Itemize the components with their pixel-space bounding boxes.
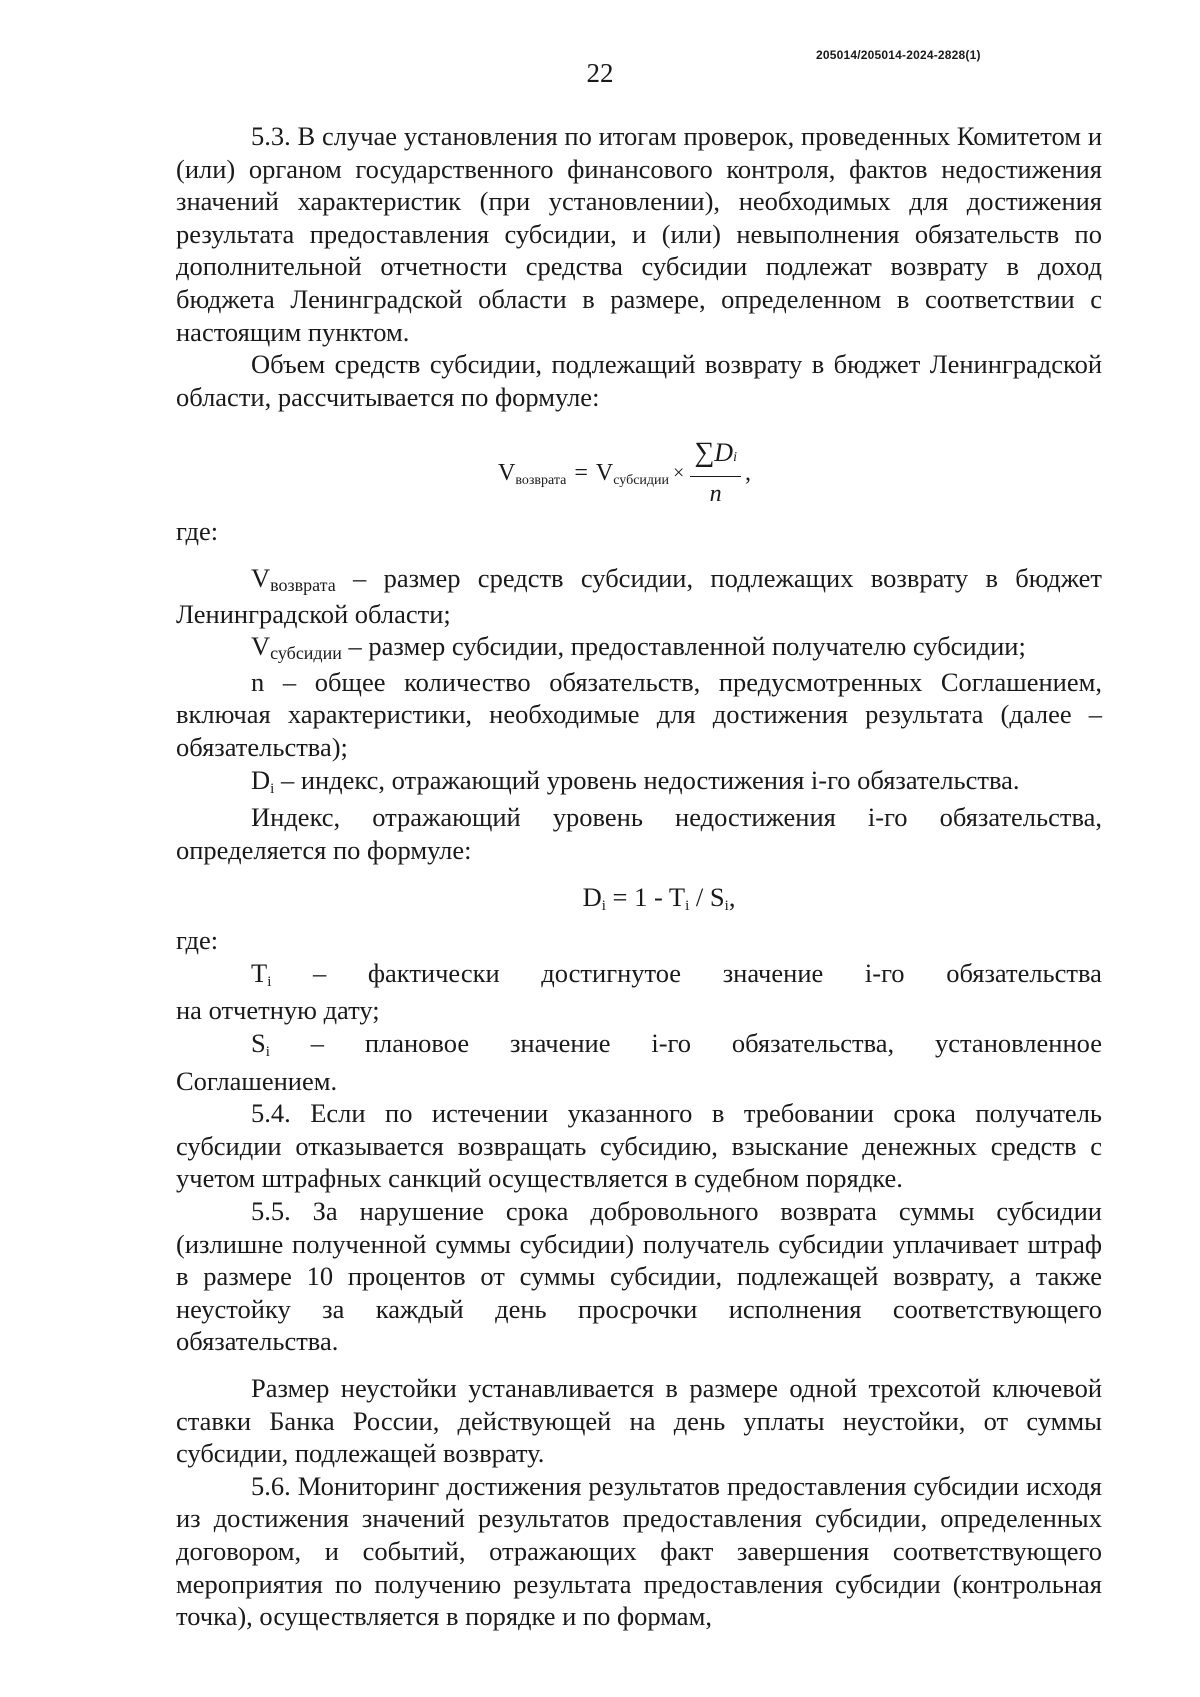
formula-return-volume	[176, 421, 1102, 511]
definition-v-subsidy: Vсубсидии – размер субсидии, предоставленной получателю субсидии;	[251, 631, 1026, 664]
formula-fraction	[690, 435, 741, 511]
formula-num: D	[714, 438, 734, 468]
paragraph-index: Индекс, отражающий уровень недостижения i-го обязательства, определяется по формуле:	[176, 802, 1102, 865]
definition-di: Di – индекс, отражающий уровень недостижения i-го обязательства.	[251, 764, 1020, 797]
formula-comma: ,	[744, 460, 751, 487]
definition-n: n – общее количество обязательств, предусмотренных Соглашением, включая характеристики, необходимые для достижения результата (далее – обязательства);	[176, 666, 1102, 762]
paragraph-penalty: Размер неустойки устанавливается в размере одной трехсотой ключевой ставки Банка России, действующей на день уплаты неустойки, от суммы субсидии, подлежащей возврату.	[176, 1373, 1102, 1469]
paragraph-5-3: 5.3. В случае установления по итогам проверок, проведенных Комитетом и (или) органом государственного финансового контроля, фактов недостижения значений характеристик (при установлении), необходимых для достижения результата предоставления субсидии, и (или) невыполнения обязательств по дополнительной отчетности средства субсидии подлежат возврату в доход бюджета Ленинградской области в размере, определенном в соответствии с настоящим пунктом.	[176, 121, 1102, 347]
formula-num-sub: i	[733, 450, 737, 466]
formula-eq: =	[574, 460, 588, 487]
formula-times: ×	[673, 462, 685, 485]
definition-ti-cont: на отчетную дату;	[176, 995, 380, 1026]
definition-v-return: Vвозврата – размер средств субсидии, подлежащих возврату в бюджет Ленинградской области;	[176, 562, 1102, 629]
document-id: 205014/205014-2024-2828(1)	[816, 48, 981, 62]
paragraph-volume: Объем средств субсидии, подлежащий возврату в бюджет Ленинградской области, рассчитывается по формуле:	[176, 349, 1102, 412]
definition-si: Si – плановое значение i-го обязательства, установленное	[251, 1028, 1102, 1061]
where-label-1: где:	[176, 516, 219, 547]
formula-sum: ∑	[694, 437, 715, 469]
paragraph-5-4: 5.4. Если по истечении указанного в требовании срока получатель субсидии отказывается возвращать субсидию, взыскание денежных средств с учетом штрафных санкций осуществляется в судебном порядке.	[176, 1098, 1102, 1194]
formula-rhs: V	[595, 460, 614, 487]
paragraph-5-6: 5.6. Мониторинг достижения результатов предоставления субсидии исходя из достижения значений результатов предоставления субсидии, определенных договором, и событий, отражающих факт завершения соответствующего мероприятия по получению результата предоставления субсидии (контрольная точка), осуществляется в порядке и по формам,	[176, 1470, 1102, 1632]
definition-ti: Ti – фактически достигнутое значение i-го обязательства	[251, 957, 1102, 990]
formula-rhs-sub: субсидии	[613, 473, 670, 489]
paragraph-5-5: 5.5. За нарушение срока добровольного возврата суммы субсидии (излишне полученной суммы субсидии) получатель субсидии уплачивает штраф в размере 10 процентов от суммы субсидии, подлежащей возврату, а также неустойку за каждый день просрочки исполнения соответствующего обязательства.	[176, 1196, 1102, 1357]
definition-si-cont: Соглашением.	[176, 1065, 338, 1096]
formula-den: n	[709, 481, 722, 508]
formula-lhs-sub: возврата	[515, 473, 567, 489]
formula-index: Di = 1 - Ti / Si,	[582, 882, 736, 915]
document-body	[176, 120, 1102, 1633]
where-label-2: где:	[176, 925, 219, 956]
page-number: 22	[586, 58, 614, 88]
formula-lhs: V	[498, 460, 516, 487]
